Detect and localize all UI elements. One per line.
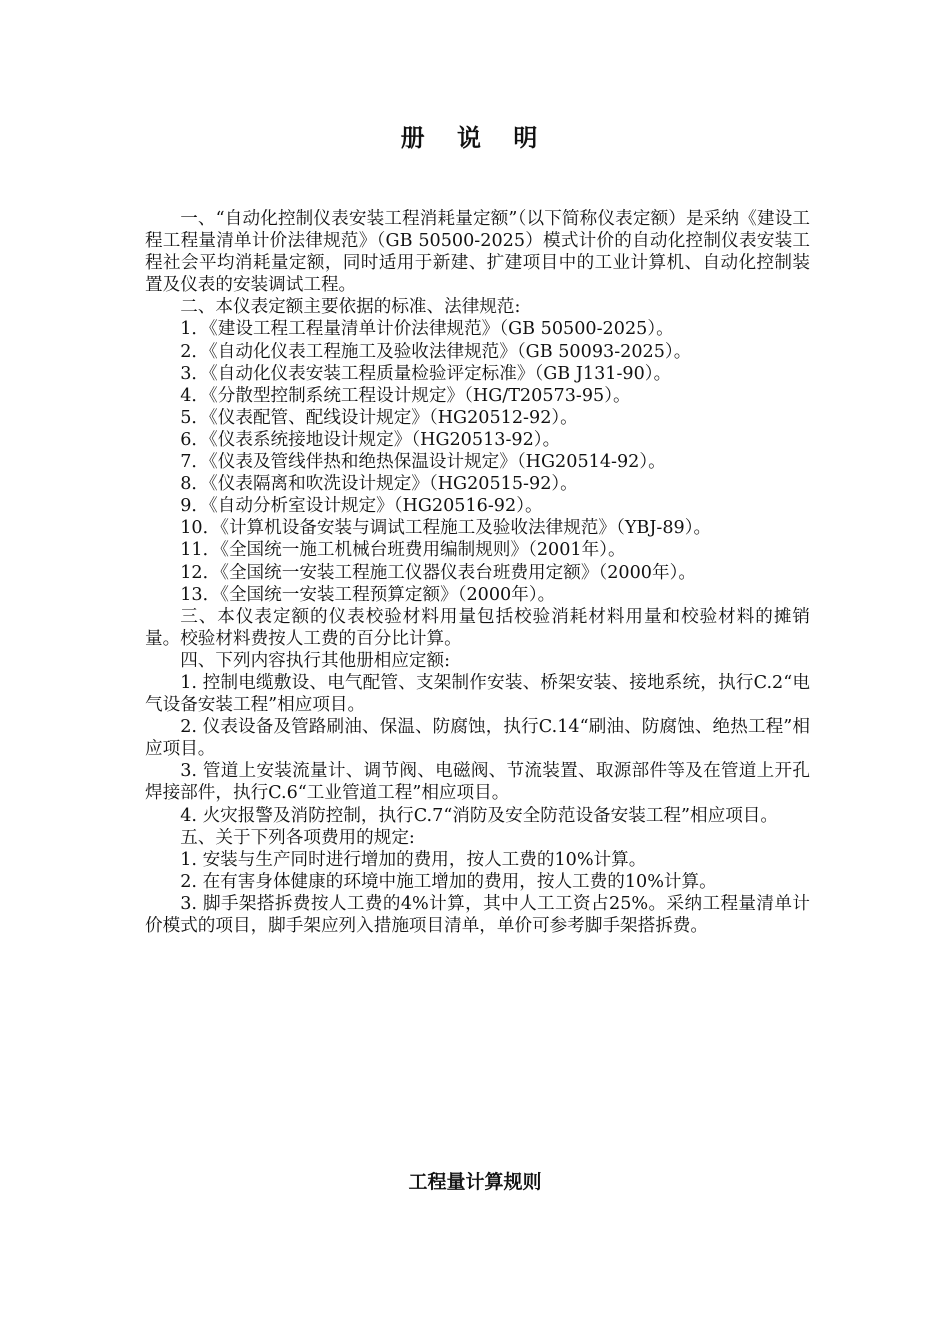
paragraph: 二、本仪表定额主要依据的标准、法律规范:: [180, 297, 521, 318]
list-item: 2. 在有害身体健康的环境中施工增加的费用，按人工费的10%计算。: [180, 871, 717, 892]
list-item: 1. 安装与生产同时进行增加的费用，按人工费的10%计算。: [180, 849, 647, 870]
list-item: 12．《全国统一安装工程施工仪器仪表台班费用定额》（2000年）。: [180, 562, 696, 583]
list-item: 10．《计算机设备安装与调试工程施工及验收法律规范》（YBJ-89）。: [180, 518, 712, 539]
list-item: 6．《仪表系统接地设计规定》（HG20513-92）。: [180, 429, 561, 450]
document-body: [145, 208, 810, 937]
list-item: 4．《分散型控制系统工程设计规定》（HG/T20573-95）。: [180, 385, 631, 406]
list-item: 3. 管道上安装流量计、调节阀、电磁阀、节流装置、取源部件等及在管道上开孔焊接部件，执行C.6“工业管道工程”相应项目。: [145, 761, 810, 804]
list-item: 11．《全国统一施工机械台班费用编制规则》（2001年）。: [180, 540, 626, 561]
list-item: 1．《建设工程工程量清单计价法律规范》（GB 50500-2025）。: [180, 319, 674, 340]
list-item: 9．《自动分析室设计规定》（HG20516-92）。: [180, 496, 543, 517]
list-item: 13．《全国统一安装工程预算定额》（2000年）。: [180, 584, 556, 605]
list-item: 1. 控制电缆敷设、电气配管、支架制作安装、桥架安装、接地系统，执行C.2“电气设备安装工程”相应项目。: [145, 672, 810, 716]
list-item: 2．《自动化仪表工程施工及验收法律规范》（GB 50093-2025）。: [180, 341, 692, 362]
paragraph: 一、“自动化控制仪表安装工程消耗量定额”（以下简称仪表定额）是采纳《建设工程工程量清单计价法律规范》（GB 50500-2025）模式计价的自动化控制仪表安装工程社会平均消耗量定额，同时适用于新建、扩建项目中的工业计算机、自动化控制装置及仪表的安装调试工程。: [145, 209, 810, 296]
paragraph: 五、关于下列各项费用的规定:: [180, 827, 415, 848]
list-item: 4. 火灾报警及消防控制，执行C.7“消防及安全防范设备安装工程”相应项目。: [180, 805, 778, 826]
list-item: 2. 仪表设备及管路刷油、保温、防腐蚀，执行C.14“刷油、防腐蚀、绝热工程”相应项目。: [145, 717, 810, 760]
list-item: 8．《仪表隔离和吹洗设计规定》（HG20515-92）。: [180, 474, 578, 495]
paragraph: 四、下列内容执行其他册相应定额:: [180, 650, 451, 671]
list-item: 3. 脚手架搭拆费按人工费的4%计算，其中人工工资占25%。采纳工程量清单计价模式的项目，脚手架应列入措施项目清单，单价可参考脚手架搭拆费。: [145, 893, 810, 936]
section-title: 工程量计算规则: [408, 1171, 542, 1193]
document-title: 册 说 明: [400, 124, 550, 152]
list-item: 5．《仪表配管、配线设计规定》（HG20512-92）。: [180, 407, 578, 428]
list-item: 3．《自动化仪表安装工程质量检验评定标准》（GB J131-90）。: [180, 363, 672, 384]
paragraph: 三、本仪表定额的仪表校验材料用量包括校验消耗材料用量和校验材料的摊销量。校验材料费按人工费的百分比计算。: [145, 606, 810, 649]
list-item: 7．《仪表及管线伴热和绝热保温设计规定》（HG20514-92）。: [180, 452, 666, 473]
